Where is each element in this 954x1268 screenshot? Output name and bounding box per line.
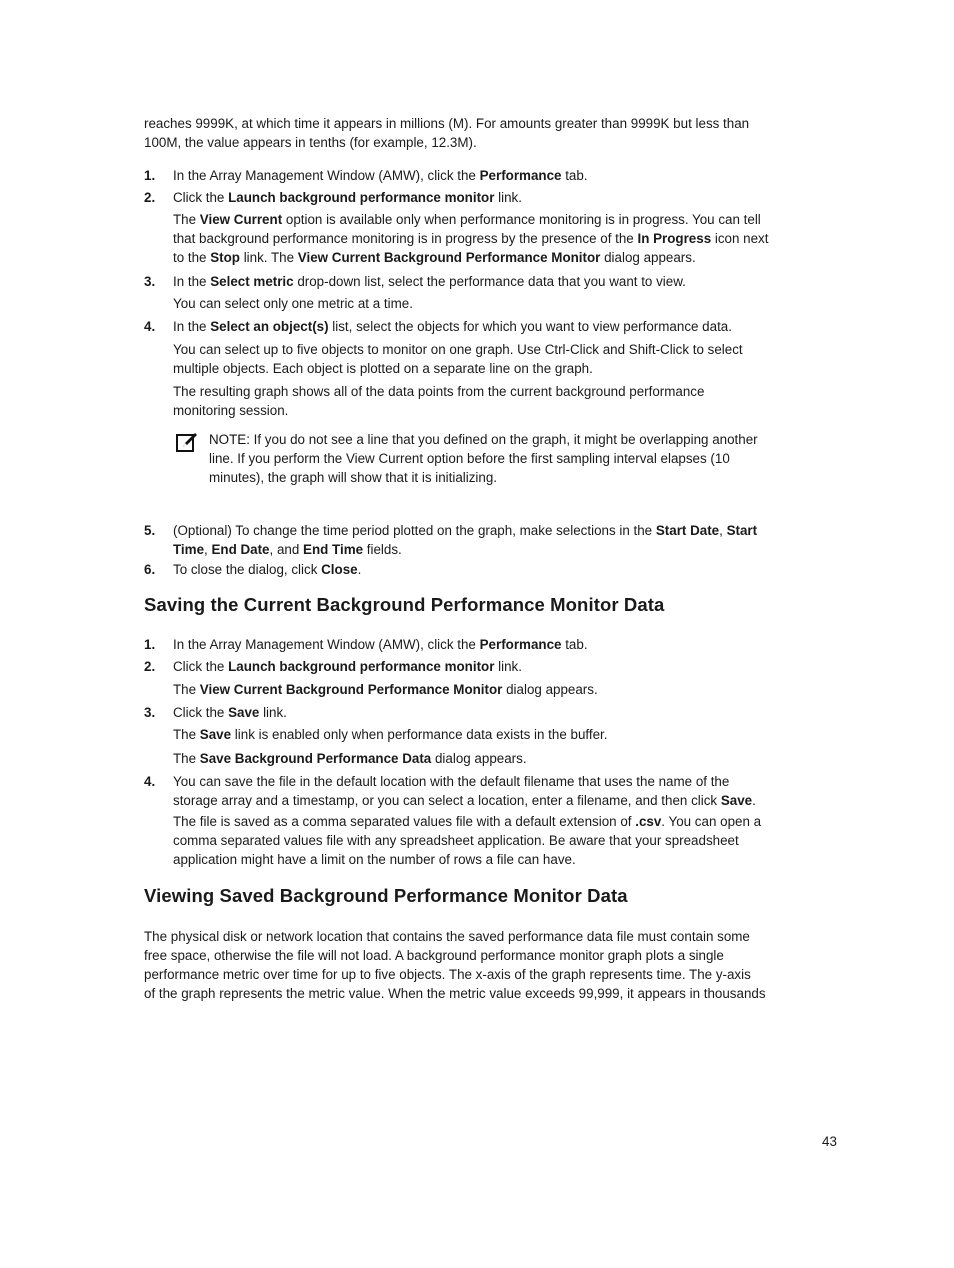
pencil-note-icon	[176, 432, 198, 454]
step-text: In the Array Management Window (AMW), click the Performance tab.	[173, 168, 588, 183]
step-number: 4.	[144, 774, 156, 789]
step-detail: The View Current Background Performance Monitor dialog appears.	[173, 682, 598, 697]
step-text: Click the Save link.	[173, 705, 287, 720]
step-number: 6.	[144, 562, 156, 577]
step-detail: You can select only one metric at a time.	[173, 296, 413, 311]
step-detail: The View Current option is available only when performance monitoring is in progress. You can tell that background performance monitoring is in progress by the presence of the In Progress icon next to the Stop link. The View Current Background Performance Monitor dialog appears.	[173, 212, 769, 265]
step-text: (Optional) To change the time period plotted on the graph, make selections in the Start Date, Start Time, End Date, and End Time fields.	[173, 523, 758, 557]
step-number: 1.	[144, 637, 156, 652]
intro-line: reaches 9999K, at which time it appears in millions (M). For amounts greater than 9999K but less than	[144, 116, 750, 131]
step-number: 5.	[144, 523, 156, 538]
step-text: In the Array Management Window (AMW), click the Performance tab.	[173, 637, 588, 652]
intro-paragraph	[144, 114, 844, 152]
step-text: Click the Launch background performance monitor link.	[173, 659, 522, 674]
note-text: NOTE: If you do not see a line that you defined on the graph, it might be overlapping another line. If you perform the View Current option before the first sampling interval elapses (10 minutes), the graph will show that it is initializing.	[209, 432, 758, 485]
page-number: 43	[822, 1134, 837, 1149]
step-text: To close the dialog, click Close.	[173, 562, 362, 577]
section-heading: Saving the Current Background Performance Monitor Data	[144, 594, 665, 615]
section-heading: Viewing Saved Background Performance Monitor Data	[144, 885, 628, 906]
step-detail: The resulting graph shows all of the data points from the current background performance monitoring session.	[173, 384, 705, 418]
step-text: Click the Launch background performance monitor link.	[173, 190, 522, 205]
step-text: In the Select an object(s) list, select the objects for which you want to view performance data.	[173, 319, 732, 334]
step-number: 2.	[144, 190, 156, 205]
step-text: In the Select metric drop-down list, select the performance data that you want to view.	[173, 274, 686, 289]
step-detail: The file is saved as a comma separated values file with a default extension of .csv. You can open a comma separated values file with any spreadsheet application. Be aware that your spreadsheet application might have a limit on the number of rows a file can have.	[173, 814, 762, 867]
step-detail: The Save link is enabled only when performance data exists in the buffer.	[173, 727, 608, 742]
step-number: 4.	[144, 319, 156, 334]
step-number: 3.	[144, 274, 156, 289]
step-number: 2.	[144, 659, 156, 674]
step-number: 1.	[144, 168, 156, 183]
step-detail: The Save Background Performance Data dialog appears.	[173, 751, 527, 766]
intro-line: 100M, the value appears in tenths (for example, 12.3M).	[144, 135, 477, 150]
step-text: You can save the file in the default location with the default filename that uses the name of the storage array and a timestamp, or you can select a location, enter a filename, and then click Save.	[173, 774, 756, 808]
body-paragraph: The physical disk or network location that contains the saved performance data file must contain some free space, otherwise the file will not load. A background performance monitor graph plots a single performance metric over time for up to five objects. The x-axis of the graph represents time. The y-axis of the graph represents the metric value. When the metric value exceeds 99,999, it appears in thousands	[144, 929, 766, 1001]
step-detail: You can select up to five objects to monitor on one graph. Use Ctrl-Click and Shift-Click to select multiple objects. Each object is plotted on a separate line on the graph.	[173, 342, 743, 376]
step-number: 3.	[144, 705, 156, 720]
